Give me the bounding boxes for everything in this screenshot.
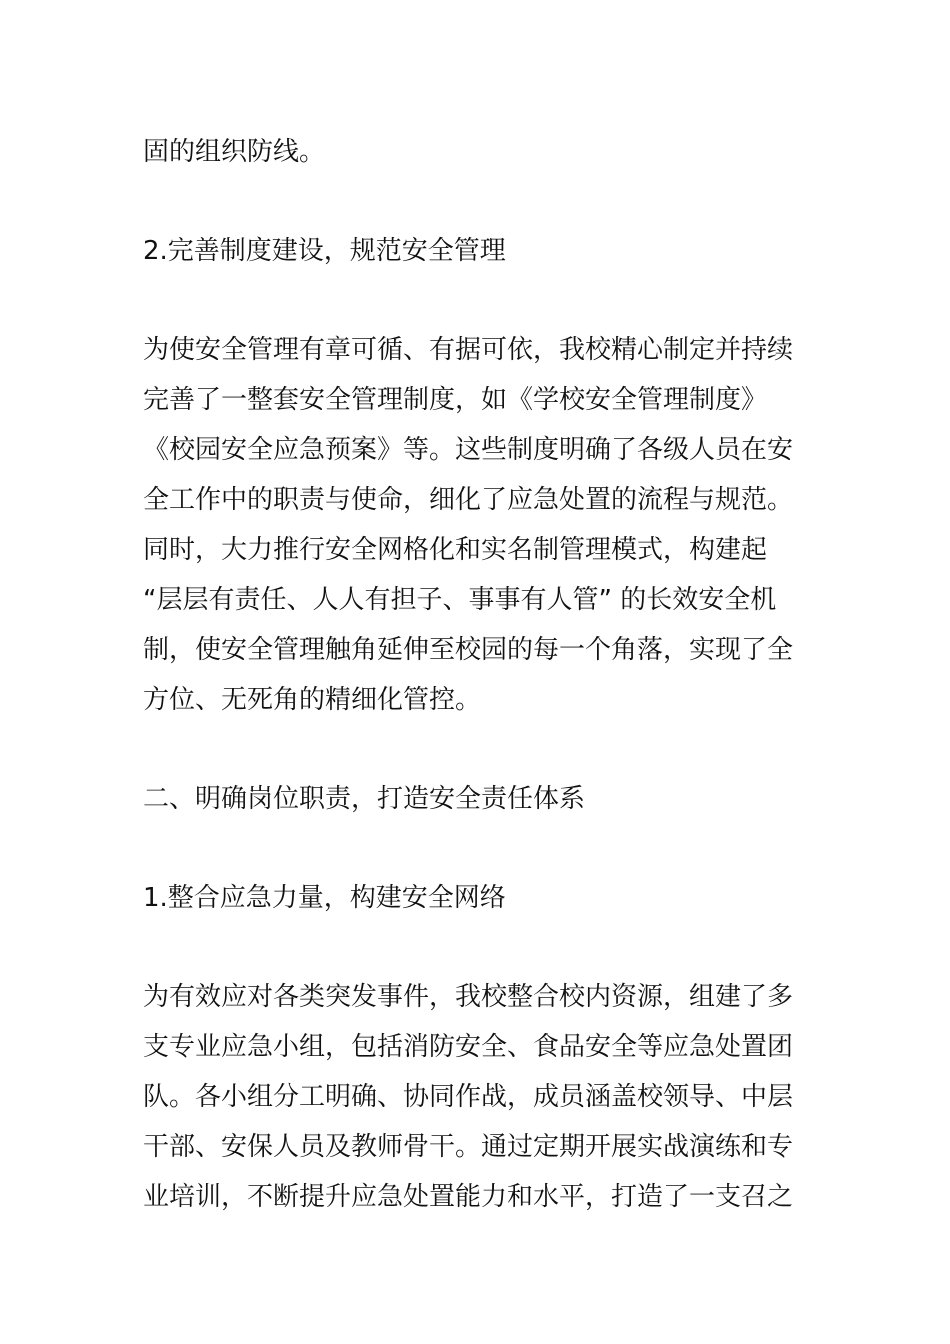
text-line: 为有效应对各类突发事件，我校整合校内资源，组建了多 xyxy=(143,982,794,1012)
text-line: 完善了一整套安全管理制度，如《学校安全管理制度》 xyxy=(143,385,768,415)
text-line: 为使安全管理有章可循、有据可依，我校精心制定并持续 xyxy=(143,335,794,365)
text-line: 同时，大力推行安全网格化和实名制管理模式，构建起 xyxy=(143,535,768,565)
text-line: 《校园安全应急预案》等。这些制度明确了各级人员在安 xyxy=(143,435,794,465)
paragraph-emergency-teams xyxy=(143,972,823,1222)
text-line: 队。各小组分工明确、协同作战，成员涵盖校领导、中层 xyxy=(143,1082,794,1112)
paragraph-system-building xyxy=(143,325,823,725)
text-line: “层层有责任、人人有担子、事事有人管” 的长效安全机 xyxy=(143,585,777,615)
text-line: 干部、安保人员及教师骨干。通过定期开展实战演练和专 xyxy=(143,1132,794,1162)
paragraph-continued xyxy=(143,127,823,177)
section-heading-responsibility xyxy=(143,774,823,824)
text-line: 制，使安全管理触角延伸至校园的每一个角落，实现了全 xyxy=(143,635,794,665)
subheading-improve-system xyxy=(143,226,823,276)
text-line: 业培训，不断提升应急处置能力和水平，打造了一支召之 xyxy=(143,1182,794,1212)
subheading-text: 1.整合应急力量，构建安全网络 xyxy=(143,883,506,913)
subheading-text: 2.完善制度建设，规范安全管理 xyxy=(143,236,506,266)
subheading-emergency-forces xyxy=(143,873,823,923)
text-line: 支专业应急小组，包括消防安全、食品安全等应急处置团 xyxy=(143,1032,794,1062)
section-heading-text: 二、明确岗位职责，打造安全责任体系 xyxy=(143,784,586,814)
text-line: 固的组织防线。 xyxy=(143,137,326,167)
text-line: 全工作中的职责与使命，细化了应急处置的流程与规范。 xyxy=(143,485,794,515)
text-line: 方位、无死角的精细化管控。 xyxy=(143,685,482,715)
